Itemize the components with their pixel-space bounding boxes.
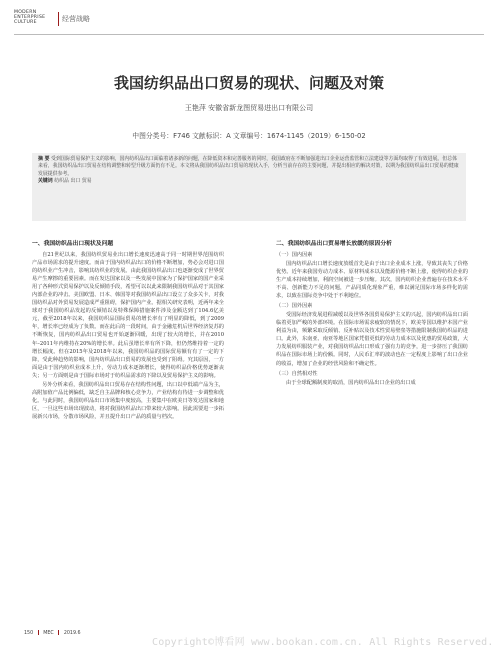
right-column [276,240,468,388]
page-footer [24,630,81,636]
header-rule [14,34,484,35]
subsection-heading: （一）国内因素 [276,252,313,258]
subsection-heading: （二）国外因素 [276,303,313,310]
article-author: 王艳萍 安徽省新龙图贸易进出口有限公司 [184,104,314,112]
paragraph: 由于全球配额制度的取消，国内纺织品出口企业的出口成 [286,379,416,386]
brand-line: ENTERPRISE [14,15,46,21]
article-title: 我国纺织品出口贸易的现状、问题及对策 [113,74,384,92]
brand-line: MODERN [14,10,37,15]
paragraph: 国内纺织品出口增长速度放缓首先是由于出口企业成本上涨，导致其丧失了价格优势。近年来我国劳动力成本、原材料成本以及能源价格不断上涨，使得纺织企业的生产成本持续增加，利润空间被进一步压缩。其次，国内纺织企业普遍存在技术水平不高、创新能力不足的问题，产品同质化现象严重，难以满足国际市场多样化的需求，以致在国际竞争中处于不利地位。 [276,261,468,300]
section-tag: 经营战略 [62,15,90,23]
issue-number: 2019.6 [63,631,81,636]
brand-divider [58,12,59,26]
abstract-text: 受到国际贸易保护主义的影响，国内纺织品出口面临着诸多新的问题，在降低资本和完善服务的同时，我国政府在不断加强进出口企业运营监管和立法建设等方面均取得了有效进展。但总体来看，我国纺织品出口贸易在结构调整和转型升级方面仍有不足。本文将从我国纺织品出口贸易的现状入手，分析当前存在的主要问题，并提出相应的解决对策，以期为我国纺织品出口贸易的健康发展提供参考。 [38,156,459,177]
keywords-text: 纺织品 出口 贸易 [54,178,92,185]
section-heading: 一、我国纺织品出口现状及问题 [32,241,114,247]
footer-divider [58,630,59,635]
footer-divider [38,630,39,635]
journal-header [14,10,484,36]
subsection-heading: （三）自然相对性 [276,370,318,377]
journal-abbrev: MEC [43,631,54,636]
copyright-watermark: Copyright©博看网 www.bookan.com.cn. All Rights Reserved. [152,637,494,648]
article-meta: 中图分类号：F746 文献标识：A 文章编号：1674-1145（2019）6-150-02 [132,132,366,140]
section-heading: 二、我国纺织品出口贸易增长放缓的原因分析 [276,241,392,247]
page-number: 150 [24,631,34,636]
journal-brand [14,10,45,26]
paragraph: 自21世纪以来，我国纺织贸易业出口增长速度迅速高于同一时期世界范围纺织产品市场需求的提升速度。而由于国内纺织品出口的价格不断增加，势必会对进口国的纺织业产生冲击，影响其纺织业的发展。由此我国纺织品出口也逐渐变成了世界贸易产生摩擦的重要因素。而在发达国家以及一些发展中国家为了保护国家的国产业采用了各种形式贸易保护以及反倾销手段，希望可以以此来限制我国纺织品对于其国家内部企业的冲击。美国欧盟、日本、韩国等对我国纺织品出口设立了众多关卡，对我国纺织品对外贸易发展造成严重阻碍，保护国内产业。据相关研究表明，近两年来全球对于我国纺织品发起的反倾销以及特殊保障措施案件涉及金额达到了104.6亿美元，截至2018年以来，我国纺织品国际贸易的增长率有了明显的降低，到了2009年，增长率已经成为了负数。而在此后的一段时间，由于金融危机后世界经济复苏的不断恢复，国内纺织品出口贸易也开始逐渐回暖，出现了较大的增长，并在2010年–2011年内维持在20%的增长率。此后虽增长率有所下降，但仍然维持着一定的增长幅度。但在2015年及2018年以来，我国纺织品的国际贸易额有有了一定的下降，受此种趋势的影响，国内纺织品出口贸易的发展也受到了阻碍。究其原因，一方面是由于国内纺织业成本上升，劳动力成本逐渐增长，使得纺织品价格优势逐渐丧失；另一方面则是由于国际市场对于纺织品需求的下降以及贸易保护主义的影响。 [32,252,224,379]
brand-line: CULTURE [14,20,37,26]
paragraph: 受国际经济发展进程减缓以及世界各国贸易保护主义的兴起，国内纺织品出口面临着更加严峻的外部环境。在国际市场需求疲软的情况下，欧美等国以维护本国产业利益为由，频繁采取反倾销、反补贴以及技术性贸易壁垒等措施限制我国纺织品的进口。此外，东南亚、南亚等地区国家凭借更低的劳动力成本以及优惠的贸易政策，大力发展纺织服装产业，对我国纺织品出口形成了强有力的竞争，进一步挤压了我国纺织品在国际市场上的份额。同时，人民币汇率的波动也在一定程度上影响了出口企业的收益，增加了企业的经营风险和不确定性。 [276,312,468,367]
keywords-label: 关键词 [38,178,53,185]
paragraph: 另外分析来看，我国纺织品出口贸易存在结构性问题，出口以中低端产品为主，高附加值产品比例偏低，缺乏自主品牌和核心竞争力，产业结构有待进一步调整和优化。与此同时，我国纺织品出口市场集中度较高，主要集中在欧美日等发达国家和地区，一旦这些市场出现波动，将对我国纺织品出口带来较大影响。因此需要进一步拓展新兴市场，分散市场风险，并且提升出口产品的质量与档次。 [32,381,224,420]
abstract-label: 摘 要 [38,156,50,162]
abstract-box [32,153,466,221]
left-column [32,240,224,422]
abstract-body [38,156,460,178]
keywords [38,178,460,185]
